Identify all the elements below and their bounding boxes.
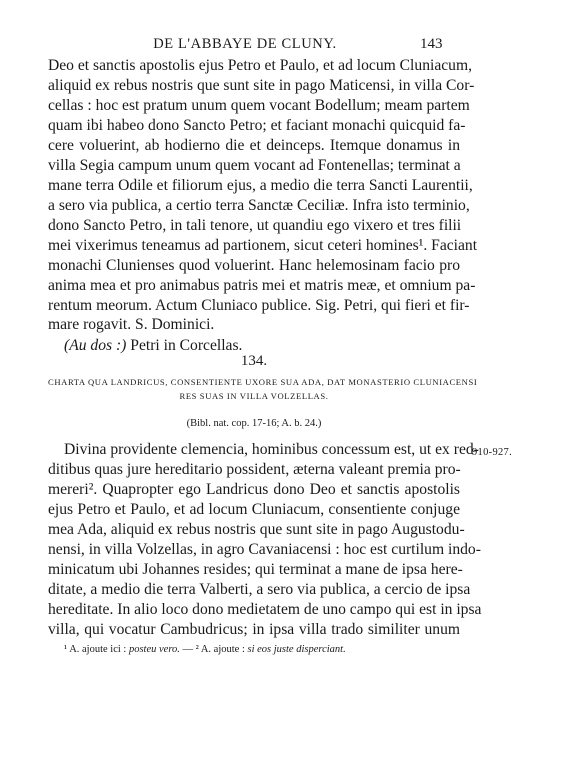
text-line: rentum meorum. Actum Cluniaco publice. Sig. Petri, qui fieri et fir- [48,297,470,314]
text-line: mei vixerimus teneamus ad partionem, sicut ceteri homines¹. Faciant [48,237,478,254]
text-line: villa Segia campum unum quem vocant ad Fontenellas; terminat a [48,157,461,174]
text-line: ditate, a medio die terra Valberti, a sero via publica, a cercio de ipsa [48,581,471,598]
dorse-label: (Au dos :) [64,337,127,354]
text-line: monachi Clunienses quod voluerint. Hanc helemosinam facio pro [48,257,460,274]
text-line: anima mea et pro animabus patris mei et matris meæ, et omnium pa- [48,277,476,294]
charter-title-line: RES SUAS IN VILLA VOLZELLAS. [179,391,329,401]
text-line: cellas : hoc est pratum unum quem vocant Bodellum; meam partem [48,97,470,114]
text-line: hereditate. In alio loco dono medietatem de uno campo qui est in ipsa [48,601,482,618]
text-line: dono Sancto Petro, in tali tenore, ut quandiu ego vixero et tres filii [48,217,462,234]
text-line: ditibus quas jure hereditario possident, æterna valeant premia pro- [48,461,461,478]
text-line: mane terra Odile et filiorum ejus, a medio die terra Sancti Laurentii, [48,177,473,194]
charter-title-line: CHARTA QUA LANDRICUS, CONSENTIENTE UXORE SUA ADA, DAT MONASTERIO CLUNIACENSI [48,377,478,387]
text-line: mare rogavit. S. Dominici. [48,316,215,333]
footnote-2-marker: ² A. ajoute : [195,644,245,655]
text-line: aliquid ex rebus nostris que sunt site in pago Maticensi, in villa Cor- [48,77,475,94]
charter-number: 134. [240,353,268,369]
text-line: ejus Petro et Paulo, et ad locum Cluniacum, consentiente conjuge [48,501,460,518]
text-line: cere voluerint, ab hodierno die et deinceps. Itemque donamus in [48,137,460,154]
text-line: Deo et sanctis apostolis ejus Petro et Paulo, et ad locum Cluniacum, [48,57,472,74]
text-line: villa, qui vocatur Cambudricus; in ipsa villa trado similiter unum [48,621,460,638]
charter-source: (Bibl. nat. cop. 17-16; A. b. 24.) [186,418,322,429]
page-number: 143 [420,36,443,52]
footnotes [64,644,346,655]
text-line: nensi, in villa Volzellas, in agro Cavaniacensi : hoc est curtilum indo- [48,541,481,558]
footnote-separator: — [182,644,194,655]
running-header: DE L'ABBAYE DE CLUNY. [153,36,337,52]
text-line: quam ibi habeo dono Sancto Petro; et faciant monachi quicquid fa- [48,117,466,134]
text-line: mereri². Quapropter ego Landricus dono Deo et sanctis apostolis [48,481,460,498]
margin-date: 910-927. [472,447,513,458]
text-line: mea Ada, aliquid ex rebus nostris que sunt site in pago Augustodu- [48,521,465,538]
text-line: minicatum ubi Johannes resides; qui terminat a mane de ipsa here- [48,561,463,578]
footnote-1-marker: ¹ A. ajoute ici : [64,644,127,655]
text-line: a sero via publica, a certio terra Sanctæ Ceciliæ. Infra isto terminio, [48,197,470,214]
dorse-text: Petri in Corcellas. [130,337,243,354]
text-line: Divina providente clemencia, hominibus concessum est, ut ex red- [64,441,479,458]
footnote-2-text: si eos juste disperciant. [247,644,346,655]
footnote-1-text: posteu vero. [128,644,180,655]
